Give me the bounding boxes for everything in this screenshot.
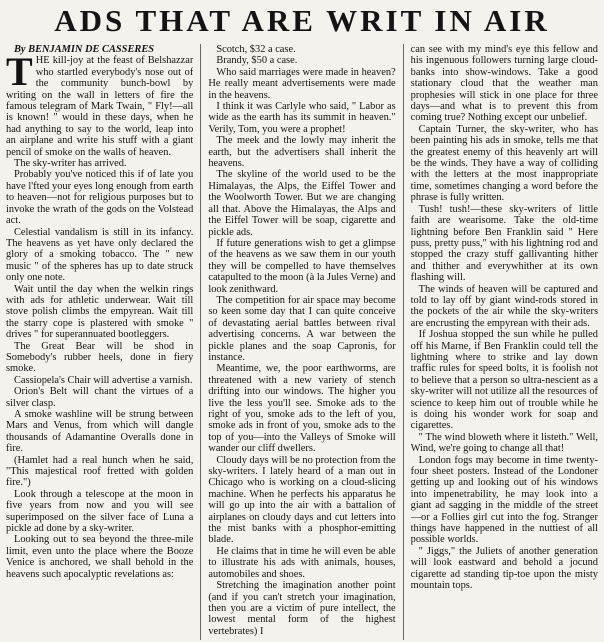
paragraph: Cloudy days will be no protection from the sky-writers. I lately heard of a man out in Chicago who is working on a cloud-slicing machine. When he perfects his apparatus he will go up into the air with a battalion of airplanes on cloudy days and cut letters into the mist banks with a phosphor-emitting blade. [208,454,396,546]
paragraph: The sky-writer has arrived. [14,158,127,170]
lead-paragraph-text: HE kill-joy at the feast of Belshazzar who startled everybody's nose out of the community bunch-bowl by writing on the wall in letters of fire the famous telegram of Mark Twain, " Fly!—all is known! " would in these days, when he had anything to say to the world, leap into an airplane and write his stuff with a giant pencil of smoke on the walls of heaven. [6,55,194,158]
paragraph: Look through a telescope at the moon in five years from now and you will see superimposed on the silver face of Luna a pickle ad done by a sky-writer. [6,488,194,535]
paragraph: A smoke washline will be strung between Mars and Venus, from which will dangle thousands of Adamantine Overalls done in fire. [6,409,194,455]
paragraph: The competition for air space may become so keen some day that I can quite conceive of devastating aerial battles between rival advertising concerns. A war between the pickle planes and the soap Capronis, for instance. [208,294,396,363]
paragraph: Meantime, we, the poor earthworms, are threatened with a new variety of stench drifting into our windows. The higher you live the less you'll see. Smoke ads to the right of you, smoke ads to the left of you, smoke ads in front of you, smoke ads to the top of you—into the Valleys of Smoke will wander our cliff dwellers. [208,363,396,455]
byline: By BENJAMIN DE CASSERES [14,44,155,55]
paragraph: Orion's Belt will chant the virtues of a silver clasp. [6,386,194,409]
paragraph: He claims that in time he will even be able to illustrate his ads with animals, houses, automobiles and shoes. [208,545,396,580]
paragraph: The skyline of the world used to be the Himalayas, the Alps, the Eiffel Tower and the Woolworth Tower. But we are changing all that. Above the Himalayas, the Alps and the Eiffel Tower will be soap, cigarette and pickle ads. [208,169,396,238]
paragraph: If Joshua stopped the sun while he pulled off his Marne, if Ben Franklin could tell the lightning where to strike and lay down traffic rules for speed bolts, it is foolish not to believe that a person so ultra-nescient as a sky-writer will not utilize all the resources of science to keep him out of trouble while he is doing his wonder work for soap and cigarettes. [410,329,598,432]
paragraph: can see with my mind's eye this fellow and his ingenuous followers turning large cloud-banks into show-windows. Take a good stationary cloud that the weather man prophesies will stick in one place for three days—and what is to prevent this from coming true? Nothing except our unbelief. [410,44,598,124]
paragraph: " The wind bloweth where it listeth." Well, Wind, we're going to change all that! [410,431,598,455]
paragraph: Who said marriages were made in heaven? He really meant advertisements were made in the heavens. [208,66,396,101]
paragraph: I think it was Carlyle who said, " Labor as wide as the earth has its summit in heaven." Verily, Tom, you were a prophet! [208,101,396,135]
paragraph: Tush! tush!—these sky-writers of little faith are wearisome. Take the old-time lightning before Ben Franklin said " Here puss, pretty puss," with his lightning rod and stopped the crazy stuff gallivanting hither and thither and everywhither at its own flashing will. [410,203,598,284]
paragraph: Celestial vandalism is still in its infancy. The heavens as yet have only declared the glory of a smoking tobacco. The " new music " of the spheres has up to date struck only one note. [6,226,194,284]
article-columns [6,44,598,640]
paragraph: The Great Bear will be shod in Somebody's rubber heels, done in fiery smoke. [6,340,194,375]
paragraph: (Hamlet had a real hunch when he said, "This majestical roof fretted with golden fire.") [6,454,194,489]
headline: ADS THAT ARE WRIT IN AIR [54,3,550,38]
column-rule [403,44,404,640]
drop-cap: T [6,49,33,95]
column-2 [208,44,395,640]
paragraph: " Jiggs," the Juliets of another generation will look eastward and behold a jocund cigarette ad standing tip-toe upon the misty mountain tops. [410,545,598,592]
paragraph: Cassiopela's Chair will advertise a varnish. [14,374,193,386]
paragraph: If future generations wish to get a glimpse of the heavens as we saw them in our youth they will be compelled to have themselves catapulted to the moon (à la Jules Verne) and look zenithward. [208,237,396,295]
paragraph: Stretching the imagination another point (and if you can't stretch your imagination, then you are a victim of pure intellect, the lowest mental form of the highest vertebrates) I [208,580,396,637]
column-1 [6,44,193,640]
paragraph: Brandy, $50 a case. [216,55,298,67]
paragraph: Captain Turner, the sky-writer, who has been painting his ads in smoke, tells me that the greatest enemy of this heavenly art will be the winds. They have a way of colliding with the letters at the most inappropriate time, sometimes changing a word before the phrase is fully written. [410,123,598,204]
paragraph: Wait until the day when the welkin rings with ads for athletic underwear. Wait till stove polish climbs the empyrean. Wait till the starry cope is plastered with smoke " drives " for superannuated bootleggers. [6,283,194,341]
column-3 [411,44,598,640]
paragraph: Looking out to sea beyond the three-mile limit, even unto the place where the Booze Venice is anchored, we shall behold in the heavens such apocalyptic revelations as: [6,534,194,580]
paragraph: Probably you've noticed this if of late you have l'fted your eyes long enough from earth to heaven—not for religious purposes but to invoke the wrath of the gods on the Volstead act. [6,169,194,227]
column-rule [200,44,201,640]
paragraph: London fogs may become in time twenty-four sheet posters. Instead of the Londoner getting up and looking out of his windows into impenetrability, he may look into a giant ad sagging in the middle of the street—or a Follies girl cut into the fog. Stranger things have happened in the nuttiest of all possible worlds. [410,454,598,546]
paragraph: The winds of heaven will be captured and told to lay off by giant wind-rods stored in the pockets of the air while the sky-writers are encrusting the empyrean with their ads. [410,283,598,329]
paragraph: The meek and the lowly may inherit the earth, but the advertisers shall inherit the heavens. [208,135,396,170]
paragraph: Scotch, $32 a case. [216,44,296,55]
